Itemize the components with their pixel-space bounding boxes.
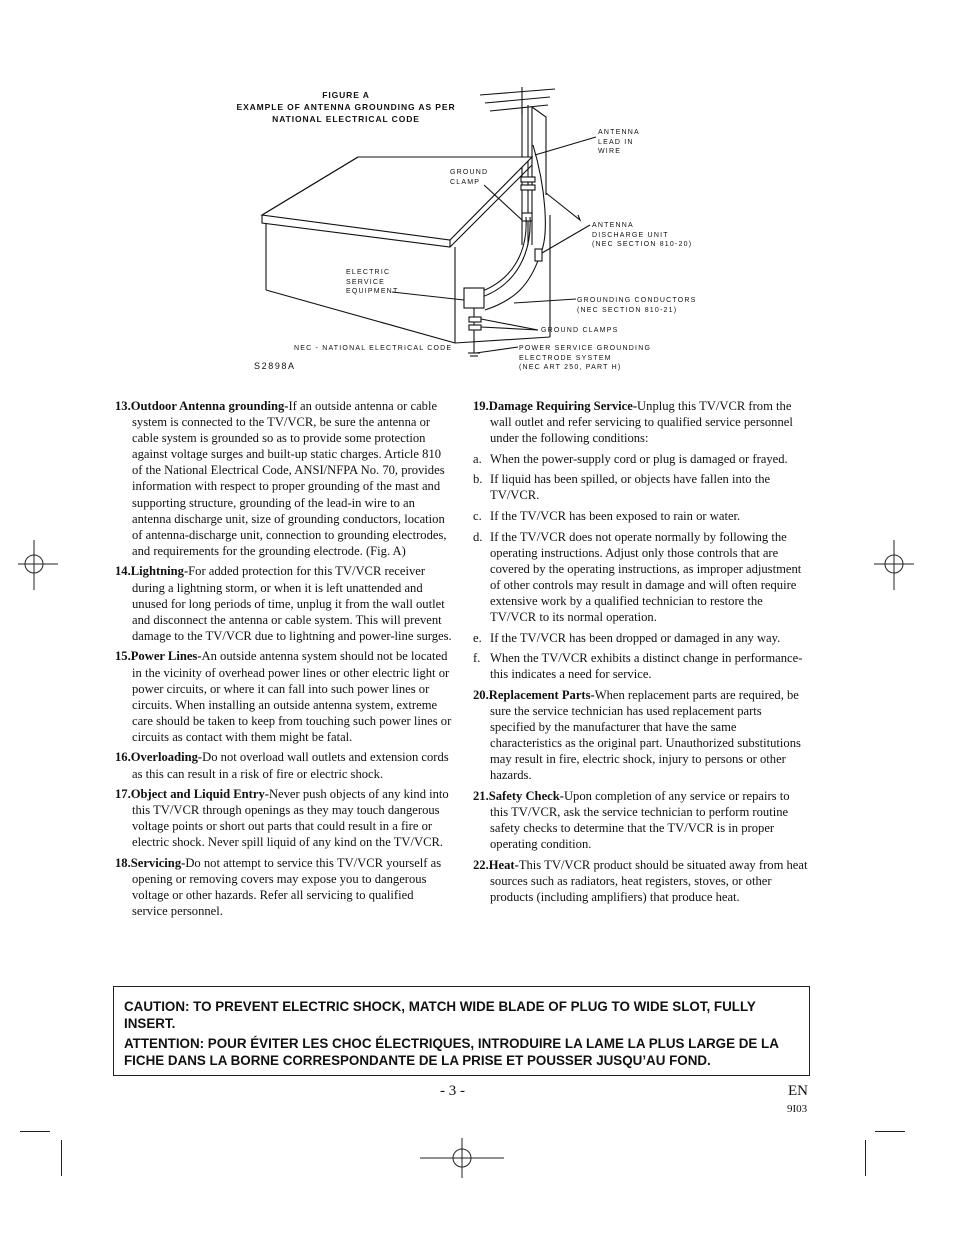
condition-f: f. When the TV/VCR exhibits a distinct change in performance-this indicates a need for service. bbox=[473, 651, 803, 682]
caution-french: ATTENTION: POUR ÉVITER LES CHOC ÉLECTRIQUES, INTRODUIRE LA LAME LA PLUS LARGE DE LA FICHE DANS LA BORNE CORRESPONDANTE DE LA PRISE ET POUSSER JUSQU’AU FOND. bbox=[124, 1036, 779, 1068]
figure-title-line1: FIGURE A bbox=[322, 90, 370, 100]
print-code: 9I03 bbox=[787, 1103, 808, 1115]
item-21: 21.Safety Check-Upon completion of any service or repairs to this TV/VCR, ask the service technician to perform routine safety checks to determine that the TV/VCR is in proper operating condition. bbox=[473, 789, 790, 852]
condition-e: e. If the TV/VCR has been dropped or damaged in any way. bbox=[473, 630, 781, 645]
label-nec: NEC - NATIONAL ELECTRICAL CODE bbox=[294, 345, 453, 352]
condition-c: c. If the TV/VCR has been exposed to rain or water. bbox=[473, 509, 741, 524]
left-column bbox=[115, 398, 452, 924]
condition-b: b. If liquid has been spilled, or objects have fallen into the TV/VCR. bbox=[473, 472, 771, 503]
label-grounding-conductors: GROUNDING CONDUCTORS (NEC SECTION 810-21) bbox=[577, 297, 697, 314]
crop-mark-right-v bbox=[865, 1140, 866, 1176]
right-column bbox=[473, 398, 810, 910]
registration-mark-bottom bbox=[420, 1138, 504, 1178]
item-16: 16.Overloading-Do not overload wall outlets and extension cords as this can result in a risk of fire or electric shock. bbox=[115, 750, 449, 781]
item-22: 22.Heat-This TV/VCR product should be situated away from heat sources such as radiators, heat registers, stoves, or other products (including amplifiers) that produce heat. bbox=[473, 857, 808, 905]
item-17: 17.Object and Liquid Entry-Never push objects of any kind into this TV/VCR through openings as they may touch dangerous voltage points or short out parts that could result in a fire or electric shock. Never spill liquid of any kind on the TV/VCR. bbox=[115, 787, 449, 850]
condition-a: a. When the power-supply cord or plug is damaged or frayed. bbox=[473, 451, 788, 466]
crop-mark-left-h bbox=[20, 1131, 50, 1132]
item-13: 13.Outdoor Antenna grounding-If an outside antenna or cable system is connected to the TV/VCR, be sure the antenna or cable system is grounded so as to provide some protection against voltage surges and built-up static charges. Article 810 of the National Electrical Code, ANSI/NFPA No. 70, provides information with respect to proper grounding of the mast and supporting structure, grounding of the lead-in wire to an antenna discharge unit, size of grounding conductors, location of antenna-discharge unit, connection to grounding electrodes, and requirements for the grounding electrode. (Fig. A) bbox=[115, 399, 447, 558]
item-15: 15.Power Lines-An outside antenna system should not be located in the vicinity of overhead power lines or other electric light or power circuits, or where it can fall into such power lines or circuits. When installing an outside antenna system, extreme care should be taken to keep from touching such power lines or circuits as contact with them might be fatal. bbox=[115, 649, 452, 744]
antenna-icon bbox=[480, 87, 555, 115]
item-19: 19.Damage Requiring Service-Unplug this TV/VCR from the wall outlet and refer servicing to qualified service personnel under the following conditions: bbox=[473, 399, 793, 446]
item-18: 18.Servicing-Do not attempt to service this TV/VCR yourself as opening or removing covers may expose you to dangerous voltage or other hazards. Refer all servicing to qualified service personnel. bbox=[115, 856, 442, 919]
item-14: 14.Lightning-For added protection for this TV/VCR receiver during a lightning storm, or when it is left unattended and unused for long periods of time, unplug it from the wall outlet and disconnect the antenna or cable system. This will prevent damage to the TV/VCR due to lightning and power-line surges. bbox=[115, 564, 452, 643]
language-code: EN bbox=[788, 1083, 808, 1099]
caution-box bbox=[113, 986, 810, 1076]
registration-mark-left bbox=[18, 540, 58, 590]
figure-title-line3: NATIONAL ELECTRICAL CODE bbox=[272, 114, 420, 124]
caution-english: CAUTION: TO PREVENT ELECTRIC SHOCK, MATCH WIDE BLADE OF PLUG TO WIDE SLOT, FULLY INSERT. bbox=[124, 999, 756, 1031]
label-antenna-lead-in-wire: ANTENNA LEAD IN WIRE bbox=[598, 129, 640, 155]
label-electric-service-equipment: ELECTRIC SERVICE EQUIPMENT bbox=[346, 269, 399, 295]
page-number: - 3 - bbox=[440, 1083, 465, 1099]
figure-code: S2898A bbox=[254, 361, 296, 371]
figure-title-line2: EXAMPLE OF ANTENNA GROUNDING AS PER bbox=[236, 102, 456, 112]
label-ground-clamp: GROUND CLAMP bbox=[450, 169, 489, 186]
crop-mark-left-v bbox=[61, 1140, 62, 1176]
crop-mark-right-h bbox=[875, 1131, 905, 1132]
label-power-service-grounding: POWER SERVICE GROUNDING ELECTRODE SYSTEM (NEC ART 250, PART H) bbox=[519, 345, 652, 371]
label-antenna-discharge-unit: ANTENNA DISCHARGE UNIT (NEC SECTION 810-20) bbox=[592, 222, 693, 248]
condition-d: d. If the TV/VCR does not operate normally by following the operating instructions. Adjust only those controls that are covered by the operating instructions, as improper adjustment of other controls may result in damage and will often require extensive work by a qualified technician to restore the TV/VCR to its normal operation. bbox=[473, 529, 802, 625]
registration-mark-right bbox=[874, 540, 914, 590]
label-ground-clamps: GROUND CLAMPS bbox=[541, 327, 619, 334]
item-20: 20.Replacement Parts-When replacement parts are required, be sure the service technician has used replacement parts specified by the manufacturer that have the same characteristics as the original part. Unauthorized substitutions may result in fire, electric shock, injury to persons or other hazards. bbox=[473, 688, 801, 783]
